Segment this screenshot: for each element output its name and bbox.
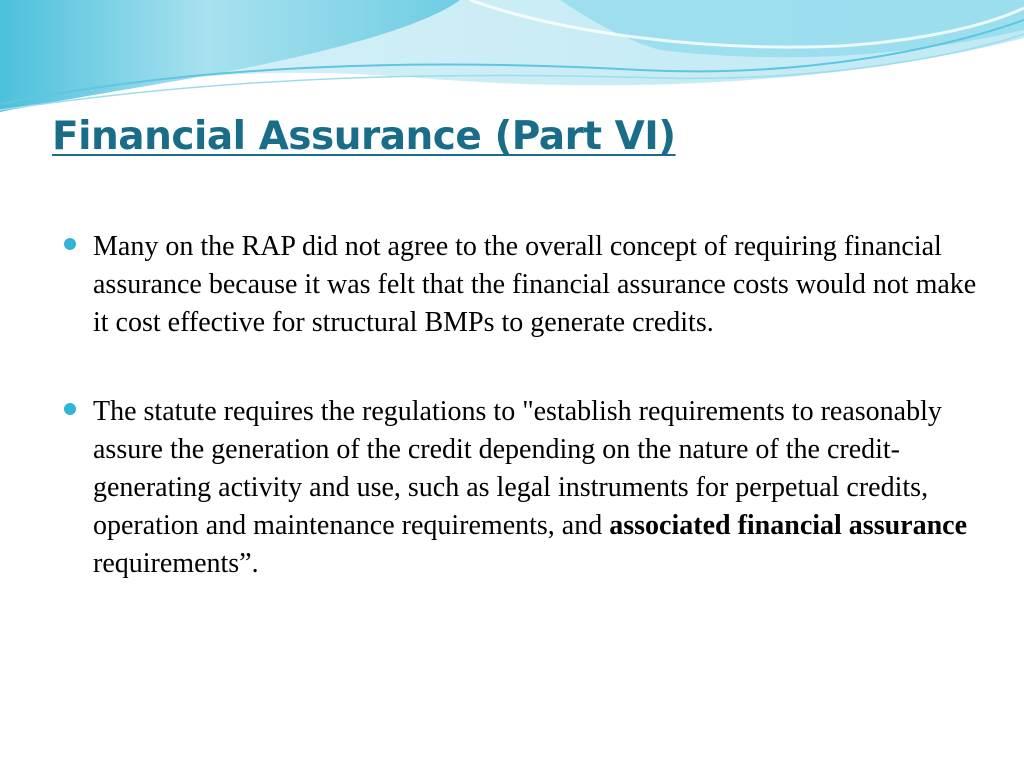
bullet-dot-icon	[64, 238, 76, 250]
bullet-text: Many on the RAP did not agree to the overall concept of requiring financial assurance because it was felt that the financial assurance costs would not make it cost effective for structural BMPs to generate credits.	[93, 231, 977, 338]
bullet-dot-icon	[64, 403, 76, 415]
bullet-text-before-bold: The statute requires the regulations to "establish requirements to reasonably assure the generation of the credit depending on the nature of the credit-generating activity and use, such as legal instruments for perpetual credits, operation and maintenance requirements, and	[93, 396, 942, 541]
bullet-item-statute-requirements	[64, 393, 984, 583]
slide-title: Financial Assurance (Part VI)	[52, 114, 676, 159]
bullet-bold-text: associated financial assurance	[609, 510, 968, 541]
decorative-wave-header	[0, 0, 1024, 130]
bullet-list	[64, 228, 984, 583]
bullet-text-after-bold: requirements”.	[93, 548, 259, 579]
bullet-item-rap-disagreement	[64, 228, 984, 342]
